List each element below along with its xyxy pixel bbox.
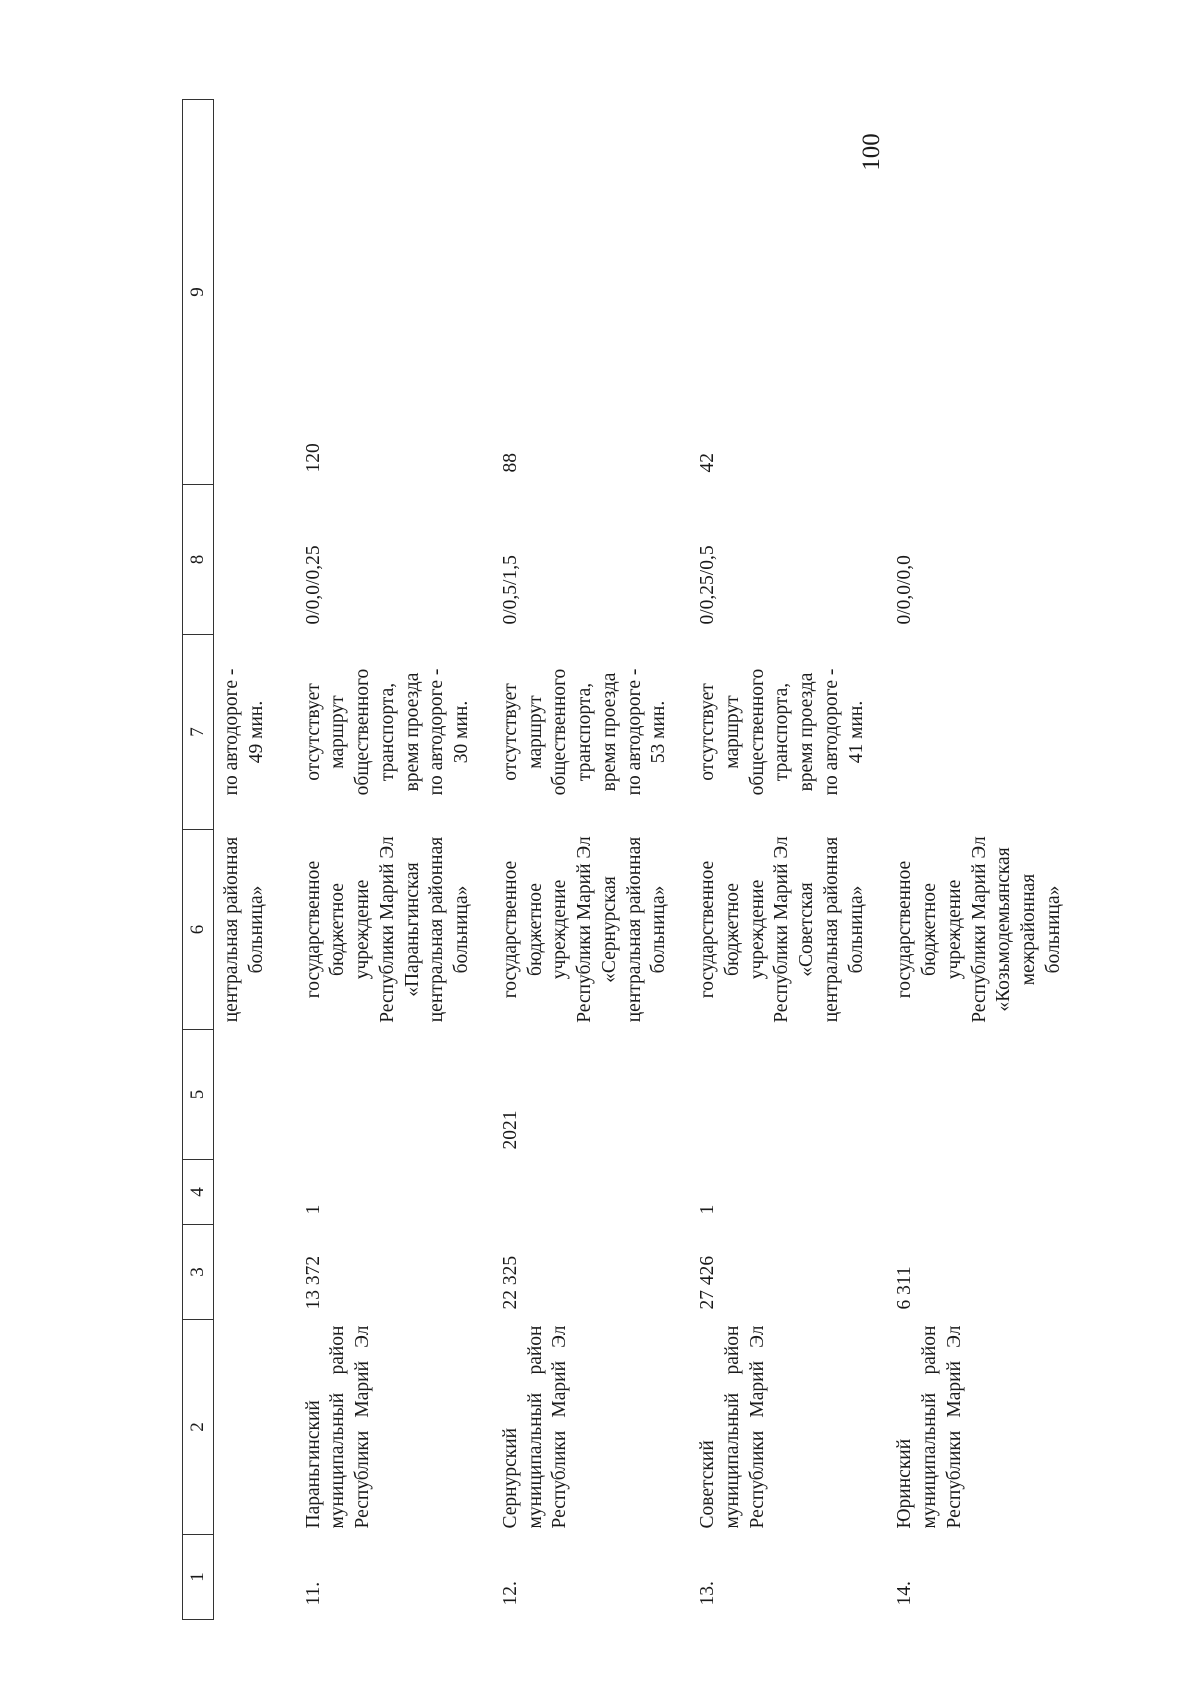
- district-cell: Юринский муниципальный район Республики Марий Эл: [894, 1325, 965, 1529]
- col4-cell: [499, 1160, 696, 1225]
- table-row: [893, 100, 1090, 1620]
- col9-cell: [893, 100, 1090, 485]
- column-header: 3: [183, 1225, 214, 1320]
- column-header: 7: [183, 635, 214, 830]
- col4-cell: 1: [697, 1204, 718, 1215]
- population-cell: 22 325: [499, 1255, 521, 1310]
- col4-cell: [893, 1160, 1090, 1225]
- row-number: 12.: [499, 1581, 521, 1606]
- data-table: [182, 99, 1091, 1620]
- table-row: [302, 100, 499, 1620]
- column-header: 9: [183, 100, 214, 485]
- column-header: 5: [183, 1030, 214, 1160]
- table-cell: [214, 1320, 302, 1535]
- transport-cell: [893, 635, 1090, 830]
- column-header: 1: [183, 1535, 214, 1620]
- transport-cell: по автодороге - 49 мин.: [221, 668, 267, 796]
- col8-cell: 0/0,0/0,25: [302, 545, 324, 625]
- column-header: 8: [183, 485, 214, 635]
- facility-cell: государственное бюджетное учреждение Республики Марий Эл «Советская центральная районная больница»: [697, 836, 867, 1023]
- row-number: 13.: [697, 1581, 718, 1606]
- table-row: [499, 100, 696, 1620]
- facility-cell: государственное бюджетное учреждение Республики Марий Эл «Сернурская центральная районная больница»: [499, 836, 670, 1023]
- col5-cell: [696, 1030, 893, 1160]
- col9-cell: 120: [302, 443, 324, 473]
- table-cell: [214, 1225, 302, 1320]
- facility-cell: государственное бюджетное учреждение Республики Марий Эл «Параньгинская центральная районная больница»: [302, 836, 472, 1023]
- transport-cell: отсутствует маршрут общественного транспорта, время проезда по автодороге - 53 мин.: [499, 668, 670, 796]
- column-header: 4: [183, 1160, 214, 1225]
- district-cell: Параньгинский муниципальный район Республики Марий Эл: [302, 1325, 373, 1529]
- table-cell: [214, 1535, 302, 1620]
- population-cell: 27 426: [697, 1255, 718, 1310]
- col9-cell: 42: [697, 453, 718, 473]
- page-number: 100: [858, 133, 885, 171]
- table-cell: [214, 1160, 302, 1225]
- transport-cell: отсутствует маршрут общественного транспорта, время проезда по автодороге - 41 мин.: [697, 668, 867, 796]
- district-cell: Советский муниципальный район Республики Марий Эл: [697, 1325, 768, 1529]
- col8-cell: 0/0,0/0,0: [894, 555, 916, 625]
- col4-cell: 1: [302, 1204, 324, 1215]
- district-cell: Сернурский муниципальный район Республики Марий Эл: [499, 1325, 571, 1529]
- rotated-table-wrapper: [182, 100, 1064, 1620]
- facility-cell: центральная районная больница»: [221, 836, 267, 1023]
- transport-cell: отсутствует маршрут общественного транспорта, время проезда по автодороге - 30 мин.: [302, 668, 472, 796]
- column-header: 6: [183, 830, 214, 1030]
- population-cell: 6 311: [894, 1266, 916, 1310]
- col5-cell: [302, 1030, 499, 1160]
- col8-cell: 0/0,25/0,5: [697, 545, 718, 625]
- column-header: 2: [183, 1320, 214, 1535]
- header-row: [183, 100, 214, 1620]
- continuation-row: [214, 100, 302, 1620]
- table-row: [696, 100, 893, 1620]
- row-number: 11.: [302, 1581, 324, 1606]
- table-cell: [214, 100, 302, 485]
- row-number: 14.: [894, 1581, 916, 1606]
- col5-cell: [893, 1030, 1090, 1160]
- table-cell: [214, 1030, 302, 1160]
- col9-cell: 88: [499, 453, 521, 473]
- facility-cell: государственное бюджетное учреждение Республики Марий Эл «Козьмодемьянская межрайонная больница»: [894, 836, 1064, 1023]
- col5-cell: 2021: [499, 1110, 521, 1150]
- table-cell: [214, 485, 302, 635]
- col8-cell: 0/0,5/1,5: [499, 555, 521, 625]
- population-cell: 13 372: [302, 1255, 324, 1310]
